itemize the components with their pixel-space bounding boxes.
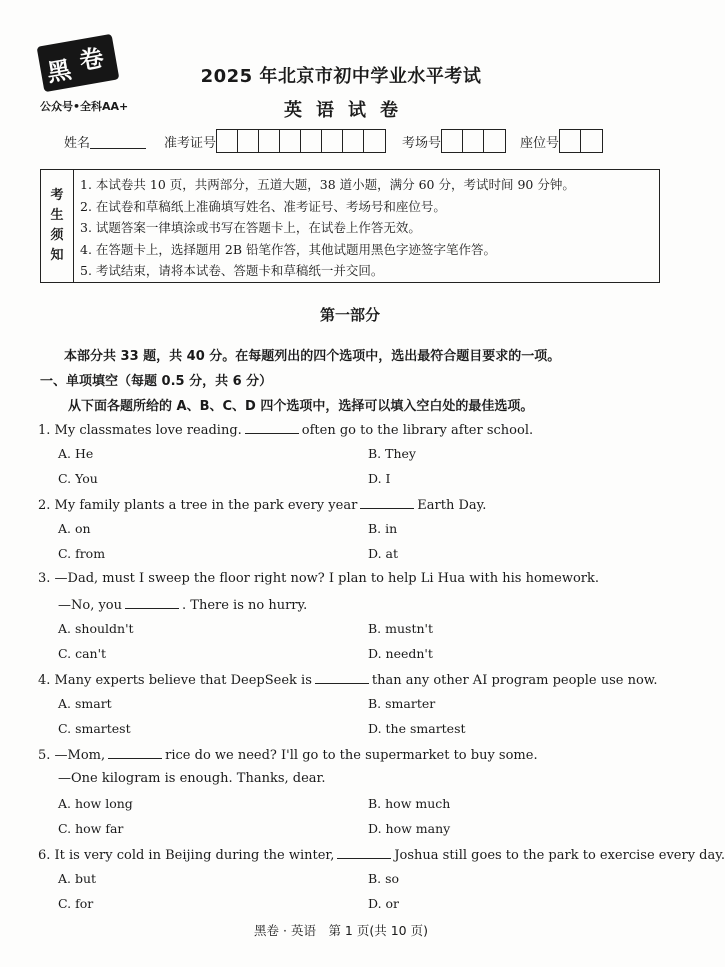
notice-heading-char: 知: [50, 248, 64, 263]
part-intro: 本部分共 33 题，共 40 分。在每题列出的四个选项中，选出最符合题目要求的一项。: [64, 349, 561, 364]
answer-option[interactable]: D. needn't: [368, 646, 433, 661]
name-field[interactable]: [90, 134, 146, 149]
notice-heading: [41, 170, 74, 282]
question-text: than any other AI program people use now.: [371, 673, 658, 688]
answer-option[interactable]: C. You: [58, 471, 98, 486]
answer-option[interactable]: B. They: [368, 446, 416, 461]
digit-box[interactable]: [442, 130, 463, 152]
answer-option[interactable]: A. on: [58, 521, 91, 536]
logo-subtitle: 公众号•全科AA+: [40, 100, 129, 113]
page-footer: 黑卷 · 英语 第 1 页(共 10 页): [254, 923, 428, 938]
logo-char-1: 黑: [44, 55, 74, 88]
question-text: 6. It is very cold in Beijing during the winter,: [38, 848, 335, 863]
question-text: —One kilogram is enough. Thanks, dear.: [58, 771, 326, 786]
question-line: [38, 846, 725, 863]
seat-boxes[interactable]: [559, 129, 603, 153]
digit-box[interactable]: [322, 130, 343, 152]
question-line: [38, 571, 599, 586]
notice-item: 5. 考试结束，请将本试卷、答题卡和草稿纸一并交回。: [80, 263, 384, 278]
answer-option[interactable]: A. shouldn't: [58, 621, 134, 636]
digit-box[interactable]: [364, 130, 385, 152]
answer-option[interactable]: B. in: [368, 521, 398, 536]
answer-option[interactable]: C. for: [58, 896, 94, 911]
question-line: [38, 746, 538, 763]
answer-option[interactable]: B. smarter: [368, 696, 436, 711]
answer-option[interactable]: D. I: [368, 471, 391, 486]
question-text: 1. My classmates love reading.: [38, 423, 242, 438]
question-line: [38, 496, 486, 513]
part-title: 第一部分: [319, 306, 380, 324]
answer-option[interactable]: C. from: [58, 546, 106, 561]
answer-option[interactable]: D. the smartest: [368, 721, 466, 736]
exam-id-label: 准考证号: [164, 135, 217, 151]
digit-box[interactable]: [581, 130, 602, 152]
room-boxes[interactable]: [441, 129, 506, 153]
section-title: 一、单项填空（每题 0.5 分，共 6 分）: [40, 374, 273, 389]
answer-blank: [337, 846, 391, 859]
answer-option[interactable]: C. can't: [58, 646, 107, 661]
answer-blank: [360, 496, 414, 509]
answer-option[interactable]: A. smart: [58, 696, 112, 711]
question-text: 4. Many experts believe that DeepSeek is: [38, 673, 312, 688]
notice-heading-char: 须: [50, 228, 64, 243]
digit-box[interactable]: [343, 130, 364, 152]
question-line: [58, 596, 307, 613]
answer-option[interactable]: A. how long: [58, 796, 133, 811]
notice-item: 4. 在答题卡上，选择题用 2B 铅笔作答，其他试题用黑色字迹签字笔作答。: [80, 241, 496, 257]
question-text: —No, you: [58, 598, 123, 613]
candidate-info-row: [64, 128, 617, 154]
digit-box[interactable]: [301, 130, 322, 152]
digit-box[interactable]: [560, 130, 581, 152]
question-line: [38, 421, 533, 438]
answer-blank: [245, 421, 299, 434]
notice-list: [74, 170, 659, 282]
exam-title: 2025 年北京市初中学业水平考试: [200, 66, 482, 87]
answer-blank: [125, 596, 179, 609]
question-line: [38, 671, 658, 688]
question-text: Earth Day.: [417, 498, 487, 513]
answer-option[interactable]: D. or: [368, 896, 400, 911]
digit-box[interactable]: [238, 130, 259, 152]
room-label: 考场号: [402, 135, 442, 151]
question-text: rice do we need? I'll go to the supermarket to buy some.: [165, 748, 538, 763]
answer-option[interactable]: D. at: [368, 546, 398, 561]
answer-option[interactable]: C. how far: [58, 821, 124, 836]
question-text: 2. My family plants a tree in the park every year: [38, 498, 358, 513]
question-text: often go to the library after school.: [301, 423, 534, 438]
notice-heading-char: 生: [50, 208, 64, 223]
notice-item: 1. 本试卷共 10 页，共两部分，五道大题，38 道小题，满分 60 分，考试时间 90 分钟。: [80, 177, 575, 192]
digit-box[interactable]: [484, 130, 505, 152]
answer-option[interactable]: A. He: [58, 446, 94, 461]
section-instruction: 从下面各题所给的 A、B、C、D 四个选项中，选择可以填入空白处的最佳选项。: [68, 399, 534, 414]
notice-item: 3. 试题答案一律填涂或书写在答题卡上，在试卷上作答无效。: [80, 220, 421, 235]
digit-box[interactable]: [463, 130, 484, 152]
digit-box[interactable]: [259, 130, 280, 152]
logo-char-2: 卷: [77, 43, 106, 76]
notice-box: [40, 169, 660, 283]
question-text: 5. —Mom,: [38, 748, 106, 763]
exam-subject: 英语试卷: [284, 100, 412, 121]
question-text: Joshua still goes to the park to exercise every day.: [394, 848, 725, 863]
name-label: 姓名: [64, 135, 91, 151]
digit-box[interactable]: [217, 130, 238, 152]
question-line: [58, 771, 325, 786]
exam-id-boxes[interactable]: [216, 129, 386, 153]
answer-option[interactable]: A. but: [58, 871, 97, 886]
notice-heading-char: 考: [50, 188, 64, 203]
answer-option[interactable]: B. mustn't: [368, 621, 433, 636]
digit-box[interactable]: [280, 130, 301, 152]
answer-option[interactable]: D. how many: [368, 821, 451, 836]
notice-item: 2. 在试卷和草稿纸上准确填写姓名、准考证号、考场号和座位号。: [80, 198, 446, 214]
question-text: 3. —Dad, must I sweep the floor right now? I plan to help Li Hua with his homework.: [38, 571, 599, 586]
answer-blank: [108, 746, 162, 759]
seat-label: 座位号: [520, 135, 560, 151]
answer-option[interactable]: B. how much: [368, 796, 451, 811]
question-text: . There is no hurry.: [182, 598, 308, 613]
answer-option[interactable]: B. so: [368, 871, 400, 886]
answer-blank: [315, 671, 369, 684]
answer-option[interactable]: C. smartest: [58, 721, 131, 736]
